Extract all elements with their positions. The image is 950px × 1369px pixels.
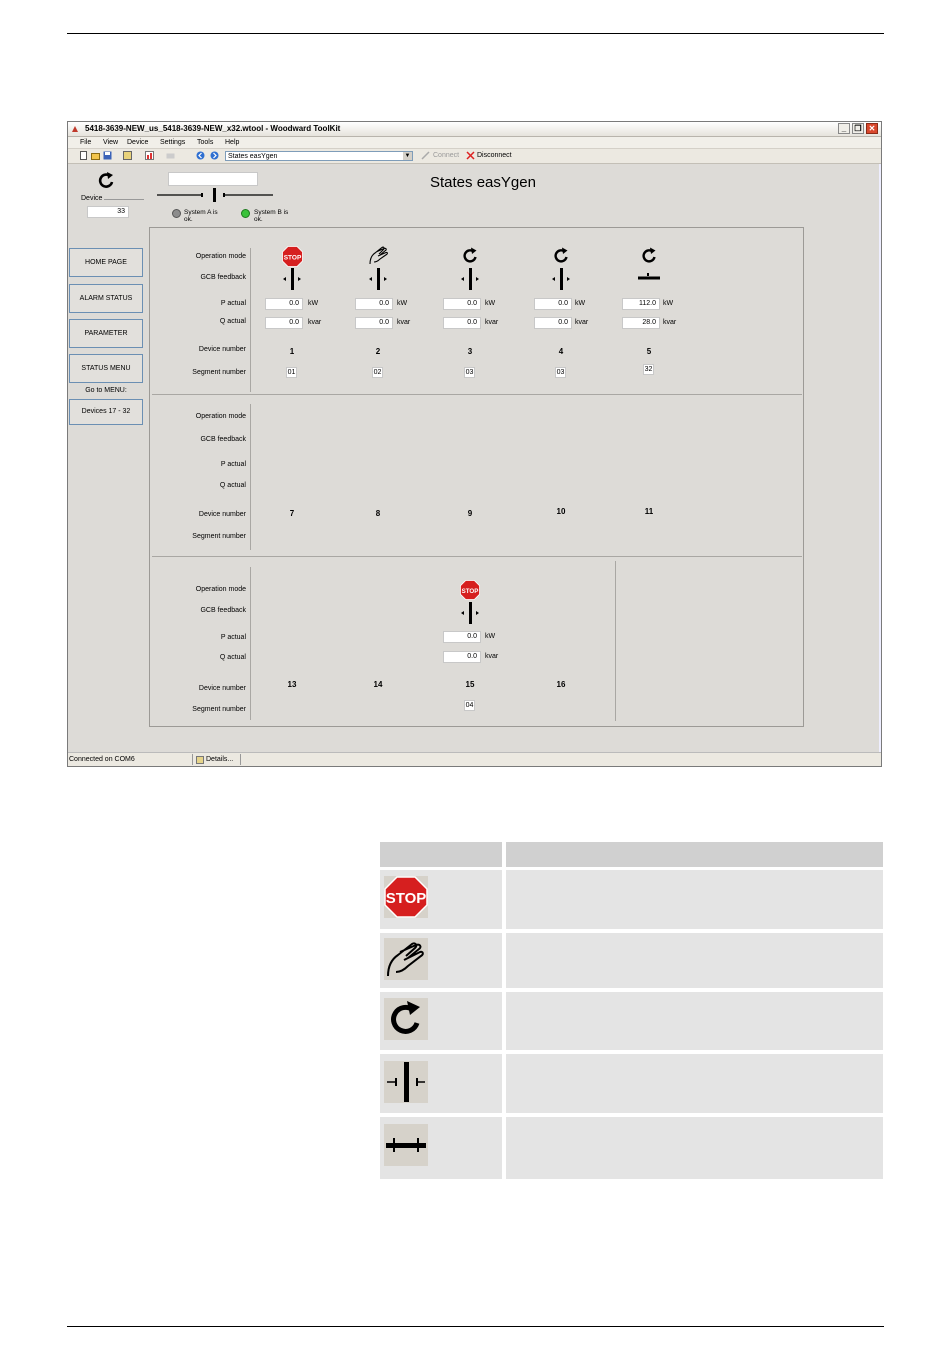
title-bar [68, 122, 881, 137]
q-actual-field-1: 0.0 [265, 317, 303, 329]
p-actual-field-3: 0.0 [443, 298, 481, 310]
busbar-breaker-icon [157, 187, 273, 203]
device-number-label: Device number [198, 685, 246, 692]
menu-file[interactable]: File [80, 139, 92, 146]
back-arrow-icon[interactable] [196, 151, 205, 160]
label-column-divider-2 [250, 404, 251, 550]
row3-right-divider [615, 561, 616, 721]
operation-mode-label: Operation mode [195, 413, 246, 420]
gcb-open-icon [384, 1061, 428, 1103]
manual-hand-icon [384, 938, 428, 980]
system-a-status: System A is ok. [184, 209, 218, 223]
stop-icon [384, 876, 428, 918]
device-number-4: 4 [558, 347, 564, 356]
legend-header-icon [380, 842, 502, 867]
device-number-label: Device number [198, 511, 246, 518]
kw-unit-5: kW [663, 300, 674, 307]
forward-arrow-icon[interactable] [210, 151, 219, 160]
segment-number-label: Segment number [192, 369, 246, 376]
svg-text:STOP: STOP [385, 890, 427, 907]
segment-number-5: 32 [644, 366, 653, 373]
svg-text:STOP: STOP [461, 587, 479, 595]
details-icon [196, 756, 204, 764]
p-actual-label: P actual [220, 634, 246, 641]
status-divider [240, 754, 241, 765]
window-title: 5418-3639-NEW_us_5418-3639-NEW_x32.wtool - Woodward ToolKit [85, 124, 341, 133]
row-divider-2 [152, 556, 802, 557]
legend-header-description [506, 842, 883, 867]
gcb-open-icon [460, 267, 480, 291]
gcb-open-icon [460, 601, 480, 625]
automatic-mode-icon [95, 170, 117, 192]
gcb-feedback-label: GCB feedback [200, 436, 246, 443]
segment-number-3: 03 [465, 369, 474, 376]
status-divider [192, 754, 193, 765]
disabled-tool-icon [166, 151, 175, 160]
kvar-unit-3: kvar [485, 319, 499, 326]
legend-row-gcb-closed [380, 1117, 502, 1179]
chart-icon[interactable] [145, 151, 154, 160]
properties-icon[interactable] [123, 151, 132, 160]
system-b-status-led-icon [241, 209, 250, 218]
menu-bar [68, 137, 881, 148]
p-actual-label: P actual [220, 461, 246, 468]
page-select-value: States easYgen [228, 153, 278, 160]
segment-number-label: Segment number [192, 533, 246, 540]
q-actual-field-15: 0.0 [443, 651, 481, 663]
stop-icon [460, 580, 480, 600]
blank-field[interactable] [168, 172, 258, 186]
q-actual-label: Q actual [219, 482, 246, 489]
kw-unit-3: kW [485, 300, 496, 307]
close-button[interactable]: ✕ [866, 123, 878, 134]
device-number-11: 11 [644, 507, 654, 516]
p-actual-field-1: 0.0 [265, 298, 303, 310]
details-button[interactable]: Details... [206, 756, 234, 763]
connect-button[interactable]: Connect [433, 152, 460, 159]
kvar-unit-2: kvar [397, 319, 411, 326]
connection-status: Connected on COM6 [69, 756, 135, 763]
q-actual-label: Q actual [219, 654, 246, 661]
segment-number-2: 02 [373, 369, 382, 376]
home-page-button[interactable]: HOME PAGE [69, 248, 143, 277]
status-menu-button[interactable]: STATUS MENU [69, 354, 143, 383]
states-screen [68, 164, 881, 752]
automatic-icon [551, 246, 571, 266]
system-a-status-led-icon [172, 209, 181, 218]
toolkit-window [67, 121, 882, 767]
row-divider-1 [152, 394, 802, 395]
p-actual-field-5: 112.0 [622, 298, 660, 310]
device-number-13: 13 [287, 680, 297, 689]
app-icon [71, 125, 79, 133]
device-number-8: 8 [375, 509, 381, 518]
device-number-14: 14 [373, 680, 383, 689]
disconnect-icon [466, 151, 475, 160]
q-actual-field-2: 0.0 [355, 317, 393, 329]
label-column-divider [250, 248, 251, 392]
device-number-7: 7 [289, 509, 295, 518]
top-rule [67, 33, 884, 34]
kw-unit-1: kW [308, 300, 319, 307]
menu-device[interactable]: Device [127, 139, 149, 146]
device-number-label: Device number [198, 346, 246, 353]
automatic-icon [460, 246, 480, 266]
p-actual-field-15: 0.0 [443, 631, 481, 643]
device-number-2: 2 [375, 347, 381, 356]
legend-row-manual [380, 933, 502, 988]
legend-desc-manual [506, 933, 883, 988]
device-number-9: 9 [467, 509, 473, 518]
manual-hand-icon [368, 246, 390, 266]
menu-settings[interactable]: Settings [160, 139, 186, 146]
devices-17-32-button[interactable]: Devices 17 - 32 [69, 399, 143, 425]
segment-number-label: Segment number [192, 706, 246, 713]
device-label: Device [81, 195, 103, 202]
operation-mode-label: Operation mode [195, 253, 246, 260]
gcb-open-icon [282, 267, 302, 291]
legend-desc-stop [506, 870, 883, 929]
device-number-1: 1 [289, 347, 295, 356]
vertical-scrollbar[interactable] [879, 164, 881, 752]
legend-row-automatic [380, 992, 502, 1050]
p-actual-field-2: 0.0 [355, 298, 393, 310]
kvar-unit-5: kvar [663, 319, 677, 326]
new-file-icon[interactable] [79, 151, 88, 160]
svg-text:STOP: STOP [283, 254, 302, 262]
chevron-down-icon: ▼ [404, 153, 411, 159]
segment-number-1: 01 [287, 369, 296, 376]
gcb-closed-icon [384, 1124, 428, 1166]
kvar-unit-15: kvar [485, 653, 499, 660]
q-actual-label: Q actual [219, 318, 246, 325]
device-number-10: 10 [556, 507, 566, 516]
legend-desc-gcb-open [506, 1054, 883, 1113]
gcb-open-icon [551, 267, 571, 291]
q-actual-field-5: 28.0 [622, 317, 660, 329]
goto-menu-label: Go to MENU: [85, 387, 127, 394]
status-bar [68, 752, 881, 767]
kw-unit-2: kW [397, 300, 408, 307]
q-actual-field-4: 0.0 [534, 317, 572, 329]
p-actual-field-4: 0.0 [534, 298, 572, 310]
gcb-feedback-label: GCB feedback [200, 607, 246, 614]
restore-button[interactable]: ❐ [852, 123, 864, 134]
page-title: States easYgen [430, 174, 536, 191]
segment-number-4: 03 [556, 369, 565, 376]
gcb-open-icon [368, 267, 388, 291]
parameter-button[interactable]: PARAMETER [69, 319, 143, 348]
legend-desc-gcb-closed [506, 1117, 883, 1179]
stop-icon [282, 246, 303, 267]
menu-view[interactable]: View [103, 139, 119, 146]
automatic-icon [639, 246, 659, 266]
page-select[interactable] [225, 151, 413, 161]
device-label-rule [104, 199, 144, 200]
system-b-status: System B is ok. [254, 209, 289, 223]
device-number-16: 16 [556, 680, 566, 689]
automatic-icon [384, 998, 428, 1040]
legend-row-gcb-open [380, 1054, 502, 1113]
device-number-5: 5 [646, 347, 652, 356]
alarm-status-button[interactable]: ALARM STATUS [69, 284, 143, 313]
operation-mode-label: Operation mode [195, 586, 246, 593]
kvar-unit-1: kvar [308, 319, 322, 326]
bottom-rule [67, 1326, 884, 1327]
disconnect-button[interactable]: Disconnect [477, 152, 512, 159]
label-column-divider-3 [250, 567, 251, 720]
legend-row-stop [380, 870, 502, 929]
open-folder-icon[interactable] [91, 151, 100, 160]
kw-unit-15: kW [485, 633, 496, 640]
kw-unit-4: kW [575, 300, 586, 307]
minimize-button[interactable]: _ [838, 123, 850, 134]
kvar-unit-4: kvar [575, 319, 589, 326]
device-address-field[interactable]: 33 [87, 206, 129, 218]
menu-tools[interactable]: Tools [197, 139, 214, 146]
connect-icon [421, 151, 430, 160]
legend-desc-automatic [506, 992, 883, 1050]
menu-help[interactable]: Help [225, 139, 240, 146]
save-icon[interactable] [103, 151, 112, 160]
device-number-15: 15 [465, 680, 475, 689]
device-number-3: 3 [467, 347, 473, 356]
segment-number-15: 04 [465, 702, 474, 709]
gcb-closed-icon [637, 272, 661, 284]
q-actual-field-3: 0.0 [443, 317, 481, 329]
gcb-feedback-label: GCB feedback [200, 274, 246, 281]
toolbar [68, 149, 881, 164]
p-actual-label: P actual [220, 300, 246, 307]
